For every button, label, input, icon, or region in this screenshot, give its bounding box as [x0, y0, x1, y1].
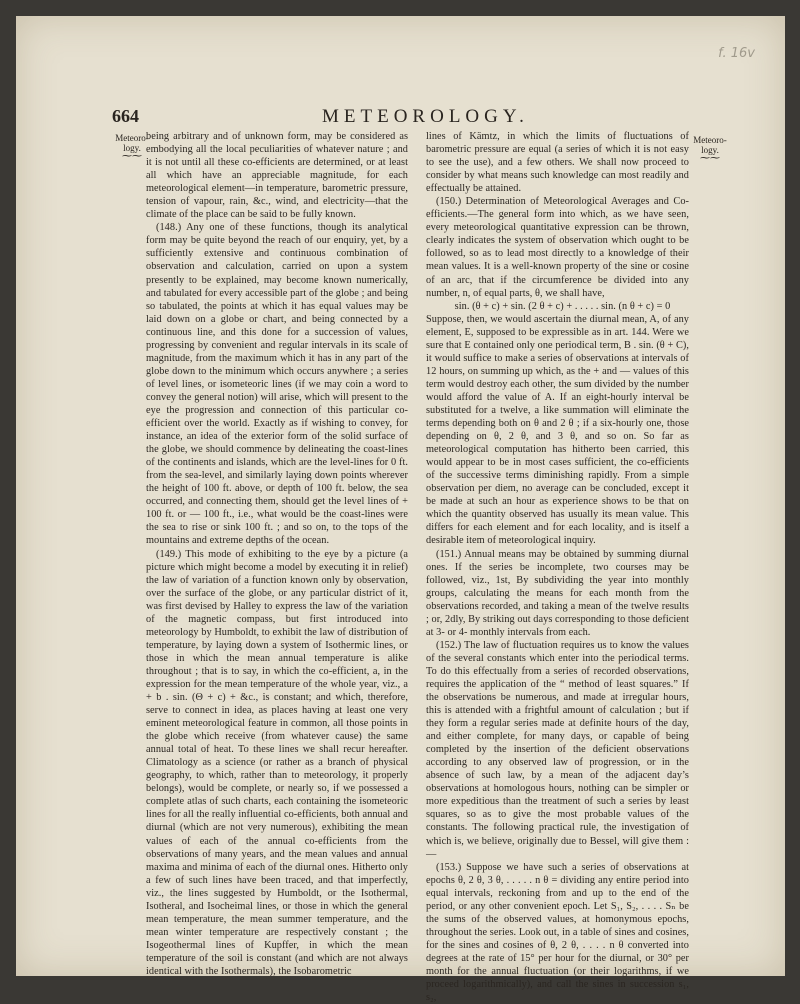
paragraph-150: (150.) Determination of Meteorological Averages and Co-efficients.—The general form into which, as we have seen, every meteorological quantitative expression can be thrown, clearly indicates the system of observation which ought to be followed, so as to lead most directly to a knowledge of their mean values. It is a well-known property of the sine or cosine of an arc, that if the circumference be divided into any number, n, of equal parts, θ, we shall have,	[426, 196, 689, 299]
pencil-folio-note: f. 16v	[718, 46, 755, 61]
right-column	[426, 130, 689, 1004]
equation-sine-sum: sin. (θ + c) + sin. (2 θ + c) + . . . . . sin. (n θ + c) = 0	[454, 300, 671, 312]
margin-note-left	[114, 133, 150, 161]
margin-note-right	[692, 135, 728, 163]
paragraph-152: (152.) The law of fluctuation requires us to know the values of the several constants which enter into the periodical terms. To do this effectually from a series of recorded observations, requires the application of the “ method of least squares.” If the observations be numerous, and made at irregular hours, this is attended with a frightful amount of calculation ; but if they form a regular series made at definite hours of the day, and either complete, for many days, or capable of being completed by the insertion of the deficient observations according to any observed law of progression, or in the absence of such law, by a mean of the adjacent day’s observations at homologous hours, nothing can be simpler or more expeditious than the treatment of such a series by least squares, so as to give the most probable values of the constants. The following practical rule, the investigation of which is, we believe, originally due to Bessel, will give them :—	[426, 639, 689, 860]
margin-note-left-text: Meteoro-logy.	[115, 133, 149, 153]
paragraph-147-end: being arbitrary and of unknown form, may be considered as embodying all the local peculiarities of whatever nature ; and it is not until all these co-efficients are determined, or at least all which have an appreciable magnitude, for each meteorological element—in temperature, barometric pressure, tension of vapour, rain, &c., wind, and electricity—that the climate of the place can be said to be fully known.	[146, 131, 408, 221]
paragraph-150-cont: Suppose, then, we would ascertain the diurnal mean, A, of any element, E, supposed to be expressible as in art. 144. Were we sure that E contained only one periodical term, B . sin. (θ + C), it would suffice to make a series of observations at intervals of 12 hours, on summing up which, as the + and — values of this term would destroy each other, the sum divided by the number would afford the value of A. If an eight-hourly interval be substituted for a twelve, a like summation will eliminate the terms depending both on θ and 2 θ ; if a six-hourly one, those depending on θ, 2 θ, and 3 θ, and so on. So far as meteorological computation has hitherto been carried, this would appear to be in most cases sufficient, the co-efficients of the successive terms diminishing rapidly. From a simple observation per diem, no average can be concluded, except it be made at such an hour as experience shows to be that on which the quantity observed has usually its mean value. This differs for each element and for each locality, and is itself a desirable item of meteorological inquiry.	[426, 313, 689, 547]
paragraph-151: (151.) Annual means may be obtained by summing diurnal ones. If the series be incomplete, two courses may be followed, viz., 1st, By subdividing the year into monthly groups, calculating the means for each month from the observations recorded, and taking a mean of the twelve results ; or, 2dly, By striking out days corresponding to those deficient at 3- or 4- monthly intervals from each.	[426, 548, 689, 638]
paragraph-149-end: lines of Kämtz, in which the limits of fluctuations of barometric pressure are equal (a series of which it is not easy to see the use), and a few others. We shall now proceed to consider by what means such knowledge can most readily and effectually be attained.	[426, 131, 689, 195]
book-page	[16, 16, 785, 1004]
paragraph-153: (153.) Suppose we have such a series of observations at epochs θ, 2 θ, 3 θ, . . . . . n θ = dividing any entire period into equal intervals, reckoning from and up to the end of the period, or any other convenient epoch. Let S₁, S₂, . . . . Sₙ be the sums of the observed values, at homonymous epochs, throughout the series. Look out, in a table of sines and cosines, for the sines and cosines of θ, 2 θ, . . . . n θ converted into degrees at the rate of 15° per hour for the diurnal, or 30° per month for the annual fluctuation (or their logarithms, if we proceed logarithmically), and call the sines in succession s₁, s₂,	[426, 861, 689, 1004]
left-column	[146, 130, 408, 978]
flourish-icon: ⁓⁓	[122, 151, 142, 162]
paragraph-149: (149.) This mode of exhibiting to the eye by a picture (a picture which might become a model by executing it in relief) the law of variation of a function known only by observation, over the surface of the globe, or any particular district of it, was first devised by Halley to express the law of the variation of the magnetic compass, but first introduced into meteorology by Humboldt, to exhibit the law of distribution of temperature, by laying down a system of Isothermic lines, or those in which the mean annual temperature is alike throughout ; that is to say, in which the co-efficient, a, in the expression for the mean temperature of the whole year, viz., a + b . sin. (Θ + c) + &c., is constant; and which, therefore, serve to connect in idea, as places having at least one very eminent meteorological feature in common, all those points in the globe which receive (from whatever cause) the same annual total of heat. To these lines we shall recur hereafter. Climatology as a science (or rather as a branch of physical geography, to which, rather than to meteorology, it properly belongs), would be complete, or nearly so, if we possessed a complete atlas of such charts, each containing the isometeoric lines for all the really influential co-efficients, both annual and diurnal (which are not very numerous), exhibiting the mean values of each of the annual co-efficients from the observations of many years, and the mean values and annual maxima and minima of each of the diurnal ones. Hitherto only a few of such lines have been traced, and that imperfectly, viz., the lines suggested by Humboldt, or the Isothermal, Isotheral, and Isocheimal lines, or those in which the general mean temperature, the mean summer temperature, and the mean winter temperature are respectively constant ; the Isogeothermal lines of Kupffer, in which the mean temperature of the soil is constant (and which are not always identical with the Isothermals), the Isobarometric	[146, 548, 408, 977]
page-number: 664	[112, 106, 139, 126]
page-header	[112, 106, 712, 130]
flourish-icon: ⁓⁓	[700, 153, 720, 164]
paragraph-148: (148.) Any one of these functions, though its analytical form may be quite beyond the reach of our enquiry, yet, by a sufficiently extensive and continuous combination of observation and calculation, carried on upon a system presently to be explained, may become known numerically, and tabulated for every accessible part of the globe ; and being so tabulated, the points at which it has equal values may be laid down on a globe or chart, and being connected by a continuous line, and this done for a succession of values, progressing by convenient and regular intervals in its scale of magnitude, from the maximum which it has in any part of the globe down to the minimum which occurs anywhere ; a series of level lines, or isometeoric lines (if we may coin a word to convey the general notion) will arise, which will present to the eye the progression and connection of this particular co-efficient over the world. Exactly as if wishing to convey, for instance, an idea of the exterior form of the solid surface of the globe, we should commence by delineating the coast-lines of the continents and islands, which are the level-lines for 0 ft. from the sea-level, and similarly laying down points wherever the height of 100 ft. above, or depth of 100 ft. below, the sea occurred, and connecting them, should get the level lines of + 100 ft. or — 100 ft., i.e., what would be the coast-lines were the sea to rise or sink 100 ft. ; and so on, to the tops of the mountains and extreme depths of the ocean.	[146, 222, 408, 547]
running-title: METEOROLOGY.	[322, 106, 529, 127]
margin-note-right-text: Meteoro-logy.	[693, 135, 727, 155]
